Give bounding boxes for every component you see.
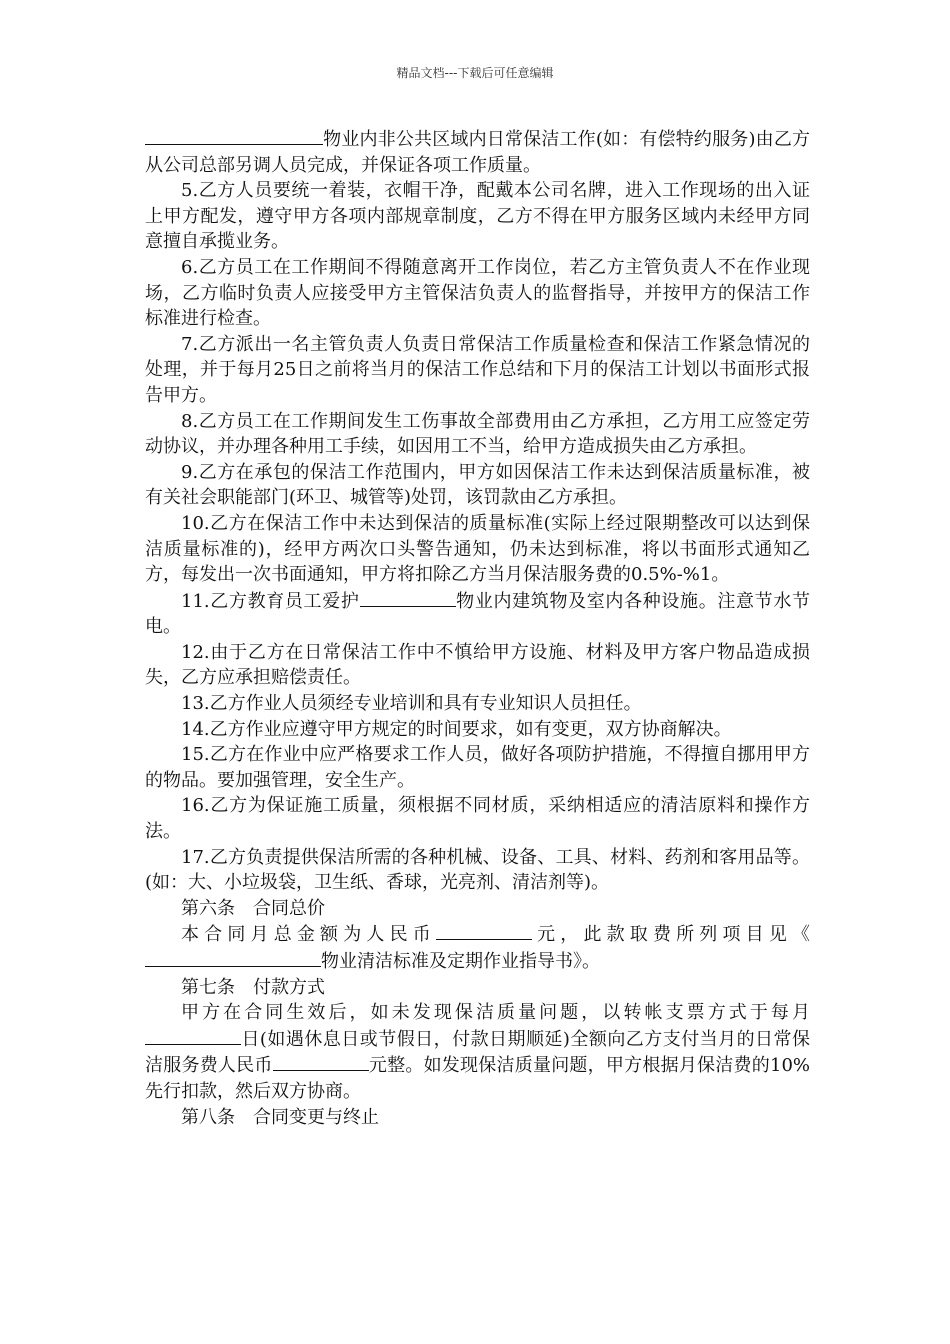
clause-15: 15.乙方在作业中应严格要求工作人员，做好各项防护措施，不得擅自挪用甲方的物品。要加强管理，安全生产。 [145, 744, 810, 791]
clause-9: 9.乙方在承包的保洁工作范围内，甲方如因保洁工作未达到保洁质量标准，被有关社会职能部门(环卫、城管等)处罚，该罚款由乙方承担。 [145, 461, 810, 509]
blank-field [436, 921, 532, 940]
clause-13: 13.乙方作业人员须经专业培训和具有专业知识人员担任。 [181, 693, 642, 715]
article-6-heading: 第六条 合同总价 [181, 897, 325, 919]
clause-5: 5.乙方人员要统一着装，衣帽干净，配戴本公司名牌，进入工作现场的出入证上甲方配发，遵守甲方各项内部规章制度，乙方不得在甲方服务区域内未经甲方同意擅自承揽业务。 [145, 180, 810, 253]
paragraph-continued: 物业内非公共区域内日常保洁工作(如：有偿特约服务)由乙方从公司总部另调人员完成，并保证各项工作质量。 [145, 126, 810, 178]
article-7-heading: 第七条 付款方式 [181, 976, 325, 998]
blank-field [273, 1052, 369, 1071]
document-body [145, 126, 810, 1130]
article-8-heading: 第八条 合同变更与终止 [181, 1106, 379, 1128]
clause-17: 17.乙方负责提供保洁所需的各种机械、设备、工具、材料、药剂和客用品等。(如：大、小垃圾袋，卫生纸、香球，光亮剂、清洁剂等)。 [145, 846, 810, 894]
blank-field [145, 126, 323, 145]
clause-10: 10.乙方在保洁工作中未达到保洁的质量标准(实际上经过限期整改可以达到保洁质量标准的)，经甲方两次口头警告通知，仍未达到标准，将以书面形式通知乙方，每发出一次书面通知，甲方将扣除乙方当月保洁服务费的0.5%-%1。 [145, 512, 810, 586]
clause-11: 11.乙方教育员工爱护 物业内建筑物及室内各种设施。注意节水节电。 [145, 588, 810, 640]
article-6-text: 本合同月总金额为人民币 元，此款取费所列项目见《物业清洁标准及定期作业指导书》。 [145, 921, 810, 974]
clause-7: 7.乙方派出一名主管负责人负责日常保洁工作质量检查和保洁工作紧急情况的处理，并于每月25日之前将当月的保洁工作总结和下月的保洁工计划以书面形式报告甲方。 [145, 333, 810, 406]
blank-field [145, 948, 321, 967]
clause-8: 8.乙方员工在工作期间发生工伤事故全部费用由乙方承担，乙方用工应签定劳动协议，并办理各种用工手续，如因用工不当，给甲方造成损失由乙方承担。 [145, 410, 810, 458]
clause-6: 6.乙方员工在工作期间不得随意离开工作岗位，若乙方主管负责人不在作业现场，乙方临时负责人应接受甲方主管保洁负责人的监督指导，并按甲方的保洁工作标准进行检查。 [145, 256, 810, 330]
article-7-text: 甲方在合同生效后，如未发现保洁质量问题，以转帐支票方式于每月日(如遇休息日或节假日，付款日期顺延)全额向乙方支付当月的日常保洁服务费人民币 元整。如发现保洁质量问题，甲方根据月保洁费的10%先行扣款，然后双方协商。 [145, 1002, 811, 1102]
clause-16: 16.乙方为保证施工质量，须根据不同材质，采纳相适应的清洁原料和操作方法。 [145, 795, 810, 843]
page-header: 精品文档---下载后可任意编辑 [396, 66, 554, 80]
blank-field [145, 1026, 241, 1045]
blank-field [360, 588, 456, 607]
clause-14: 14.乙方作业应遵守甲方规定的时间要求，如有变更，双方协商解决。 [181, 718, 732, 740]
clause-12: 12.由于乙方在日常保洁工作中不慎给甲方设施、材料及甲方客户物品造成损失，乙方应承担赔偿责任。 [145, 641, 810, 689]
